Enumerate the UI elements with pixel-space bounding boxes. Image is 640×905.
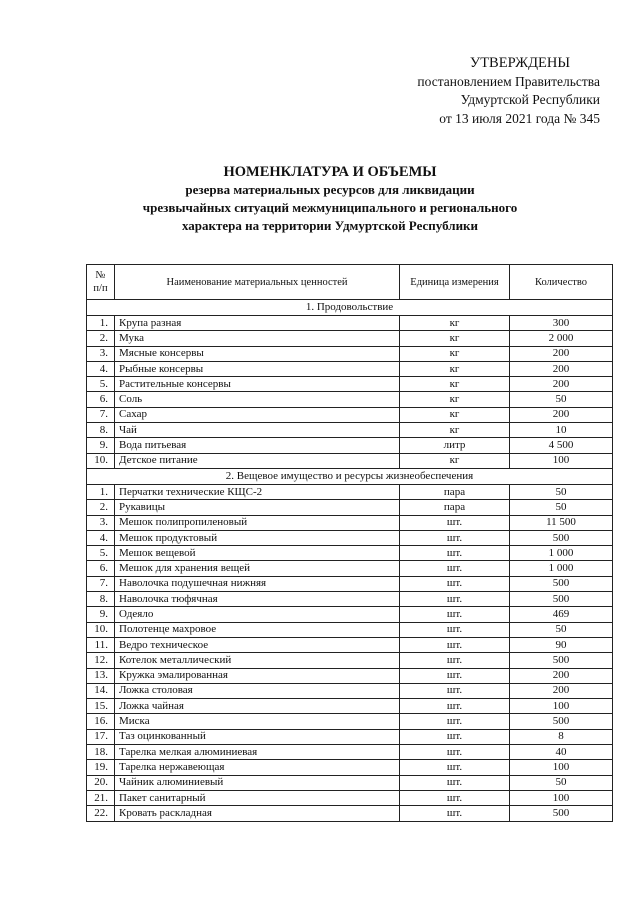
- item-quantity: 11 500: [510, 515, 613, 530]
- item-name: Мешок вещевой: [115, 546, 400, 561]
- item-quantity: 90: [510, 637, 613, 652]
- item-unit: шт.: [400, 546, 510, 561]
- item-quantity: 100: [510, 760, 613, 775]
- row-number: 7.: [87, 576, 115, 591]
- item-unit: шт.: [400, 806, 510, 821]
- item-unit: кг: [400, 453, 510, 468]
- table-row: [87, 484, 613, 499]
- item-quantity: 1 000: [510, 561, 613, 576]
- item-unit: кг: [400, 377, 510, 392]
- item-name: Рыбные консервы: [115, 361, 400, 376]
- row-number: 21.: [87, 790, 115, 805]
- table-row: [87, 653, 613, 668]
- item-name: Сахар: [115, 407, 400, 422]
- table-row: [87, 515, 613, 530]
- row-number: 3.: [87, 346, 115, 361]
- section-title: 1. Продовольствие: [87, 300, 613, 316]
- item-name: Чайник алюминиевый: [115, 775, 400, 790]
- item-quantity: 50: [510, 775, 613, 790]
- header-qty: Количество: [510, 265, 613, 300]
- table-row: [87, 760, 613, 775]
- item-unit: кг: [400, 361, 510, 376]
- row-number: 6.: [87, 561, 115, 576]
- row-number: 9.: [87, 607, 115, 622]
- item-name: Мука: [115, 331, 400, 346]
- item-name: Крупа разная: [115, 316, 400, 331]
- approval-line: постановлением Правительства: [417, 73, 600, 89]
- item-quantity: 200: [510, 668, 613, 683]
- item-unit: шт.: [400, 729, 510, 744]
- row-number: 8.: [87, 423, 115, 438]
- table-row: [87, 699, 613, 714]
- table-row: [87, 592, 613, 607]
- item-quantity: 500: [510, 576, 613, 591]
- row-number: 10.: [87, 622, 115, 637]
- header-num-line: №: [95, 270, 106, 281]
- row-number: 16.: [87, 714, 115, 729]
- item-quantity: 200: [510, 407, 613, 422]
- title-line: характера на территории Удмуртской Республики: [181, 218, 479, 233]
- item-unit: шт.: [400, 790, 510, 805]
- item-name: Наволочка тюфячная: [115, 592, 400, 607]
- item-unit: шт.: [400, 760, 510, 775]
- item-name: Пакет санитарный: [115, 790, 400, 805]
- item-quantity: 100: [510, 790, 613, 805]
- header-name: Наименование материальных ценностей: [115, 265, 400, 300]
- section-title: 2. Вещевое имущество и ресурсы жизнеобеспечения: [87, 468, 613, 484]
- row-number: 19.: [87, 760, 115, 775]
- item-name: Котелок металлический: [115, 653, 400, 668]
- row-number: 22.: [87, 806, 115, 821]
- table-row: [87, 407, 613, 422]
- section-row: [87, 468, 613, 484]
- item-name: Полотенце махровое: [115, 622, 400, 637]
- item-quantity: 200: [510, 377, 613, 392]
- item-quantity: 200: [510, 683, 613, 698]
- row-number: 17.: [87, 729, 115, 744]
- row-number: 12.: [87, 653, 115, 668]
- row-number: 15.: [87, 699, 115, 714]
- item-name: Мясные консервы: [115, 346, 400, 361]
- item-quantity: 500: [510, 530, 613, 545]
- document-title: [60, 163, 600, 235]
- nomenclature-table: [86, 264, 613, 822]
- table-row: [87, 775, 613, 790]
- title-main: НОМЕНКЛАТУРА И ОБЪЕМЫ: [223, 164, 437, 180]
- row-number: 5.: [87, 546, 115, 561]
- item-quantity: 4 500: [510, 438, 613, 453]
- item-unit: шт.: [400, 745, 510, 760]
- row-number: 1.: [87, 484, 115, 499]
- item-name: Ведро техническое: [115, 637, 400, 652]
- table-row: [87, 714, 613, 729]
- table-row: [87, 392, 613, 407]
- row-number: 13.: [87, 668, 115, 683]
- item-quantity: 200: [510, 346, 613, 361]
- approval-line: Удмуртской Республики: [460, 92, 600, 107]
- item-name: Тарелка мелкая алюминиевая: [115, 745, 400, 760]
- row-number: 1.: [87, 316, 115, 331]
- header-unit: Единица измерения: [400, 265, 510, 300]
- row-number: 11.: [87, 637, 115, 652]
- row-number: 10.: [87, 453, 115, 468]
- table-row: [87, 530, 613, 545]
- item-name: Ложка столовая: [115, 683, 400, 698]
- item-unit: шт.: [400, 576, 510, 591]
- table-row: [87, 377, 613, 392]
- approval-heading: УТВЕРЖДЕНЫ: [469, 55, 570, 71]
- item-quantity: 50: [510, 392, 613, 407]
- item-name: Кровать раскладная: [115, 806, 400, 821]
- item-name: Тарелка нержавеющая: [115, 760, 400, 775]
- item-name: Таз оцинкованный: [115, 729, 400, 744]
- item-quantity: 1 000: [510, 546, 613, 561]
- item-unit: шт.: [400, 699, 510, 714]
- header-num-line: п/п: [93, 283, 108, 294]
- item-name: Кружка эмалированная: [115, 668, 400, 683]
- approval-line: от 13 июля 2021 года № 345: [439, 110, 600, 126]
- item-unit: кг: [400, 407, 510, 422]
- table-row: [87, 500, 613, 515]
- table-row: [87, 683, 613, 698]
- row-number: 6.: [87, 392, 115, 407]
- item-unit: литр: [400, 438, 510, 453]
- row-number: 20.: [87, 775, 115, 790]
- row-number: 5.: [87, 377, 115, 392]
- item-name: Растительные консервы: [115, 377, 400, 392]
- row-number: 4.: [87, 530, 115, 545]
- item-quantity: 200: [510, 361, 613, 376]
- item-quantity: 50: [510, 484, 613, 499]
- item-name: Миска: [115, 714, 400, 729]
- item-unit: кг: [400, 392, 510, 407]
- title-line: чрезвычайных ситуаций межмуниципального и регионального: [142, 200, 518, 215]
- title-line: резерва материальных ресурсов для ликвидации: [185, 182, 475, 197]
- row-number: 2.: [87, 500, 115, 515]
- item-unit: шт.: [400, 775, 510, 790]
- table-header-row: [87, 265, 613, 300]
- item-unit: шт.: [400, 607, 510, 622]
- item-name: Ложка чайная: [115, 699, 400, 714]
- item-quantity: 8: [510, 729, 613, 744]
- table-row: [87, 607, 613, 622]
- item-unit: шт.: [400, 622, 510, 637]
- item-quantity: 500: [510, 592, 613, 607]
- item-quantity: 10: [510, 423, 613, 438]
- item-unit: шт.: [400, 530, 510, 545]
- row-number: 18.: [87, 745, 115, 760]
- item-unit: шт.: [400, 683, 510, 698]
- row-number: 3.: [87, 515, 115, 530]
- item-name: Чай: [115, 423, 400, 438]
- item-quantity: 100: [510, 699, 613, 714]
- row-number: 14.: [87, 683, 115, 698]
- item-name: Соль: [115, 392, 400, 407]
- table-row: [87, 790, 613, 805]
- table-row: [87, 576, 613, 591]
- item-name: Мешок для хранения вещей: [115, 561, 400, 576]
- table-row: [87, 361, 613, 376]
- row-number: 4.: [87, 361, 115, 376]
- row-number: 7.: [87, 407, 115, 422]
- item-unit: шт.: [400, 561, 510, 576]
- row-number: 2.: [87, 331, 115, 346]
- table-row: [87, 423, 613, 438]
- item-name: Вода питьевая: [115, 438, 400, 453]
- table-body: [87, 300, 613, 822]
- table-row: [87, 331, 613, 346]
- item-unit: кг: [400, 316, 510, 331]
- table-row: [87, 668, 613, 683]
- row-number: 9.: [87, 438, 115, 453]
- item-quantity: 300: [510, 316, 613, 331]
- header-num: [87, 265, 115, 300]
- item-name: Мешок продуктовый: [115, 530, 400, 545]
- item-name: Наволочка подушечная нижняя: [115, 576, 400, 591]
- item-unit: шт.: [400, 515, 510, 530]
- table-row: [87, 637, 613, 652]
- table-row: [87, 622, 613, 637]
- item-unit: кг: [400, 423, 510, 438]
- table-row: [87, 561, 613, 576]
- item-quantity: 500: [510, 653, 613, 668]
- item-quantity: 50: [510, 500, 613, 515]
- table-row: [87, 745, 613, 760]
- table-row: [87, 453, 613, 468]
- row-number: 8.: [87, 592, 115, 607]
- item-name: Рукавицы: [115, 500, 400, 515]
- item-quantity: 50: [510, 622, 613, 637]
- item-unit: шт.: [400, 714, 510, 729]
- item-quantity: 100: [510, 453, 613, 468]
- item-unit: шт.: [400, 637, 510, 652]
- item-unit: кг: [400, 346, 510, 361]
- item-name: Перчатки технические КЩС-2: [115, 484, 400, 499]
- item-unit: пара: [400, 484, 510, 499]
- item-quantity: 2 000: [510, 331, 613, 346]
- item-quantity: 469: [510, 607, 613, 622]
- item-unit: пара: [400, 500, 510, 515]
- table-row: [87, 806, 613, 821]
- table-row: [87, 438, 613, 453]
- item-name: Детское питание: [115, 453, 400, 468]
- table-row: [87, 316, 613, 331]
- approval-block: [340, 54, 600, 128]
- item-quantity: 40: [510, 745, 613, 760]
- section-row: [87, 300, 613, 316]
- item-name: Одеяло: [115, 607, 400, 622]
- table-row: [87, 729, 613, 744]
- item-unit: кг: [400, 331, 510, 346]
- table-row: [87, 546, 613, 561]
- item-name: Мешок полипропиленовый: [115, 515, 400, 530]
- table-row: [87, 346, 613, 361]
- item-quantity: 500: [510, 806, 613, 821]
- item-quantity: 500: [510, 714, 613, 729]
- item-unit: шт.: [400, 592, 510, 607]
- item-unit: шт.: [400, 653, 510, 668]
- item-unit: шт.: [400, 668, 510, 683]
